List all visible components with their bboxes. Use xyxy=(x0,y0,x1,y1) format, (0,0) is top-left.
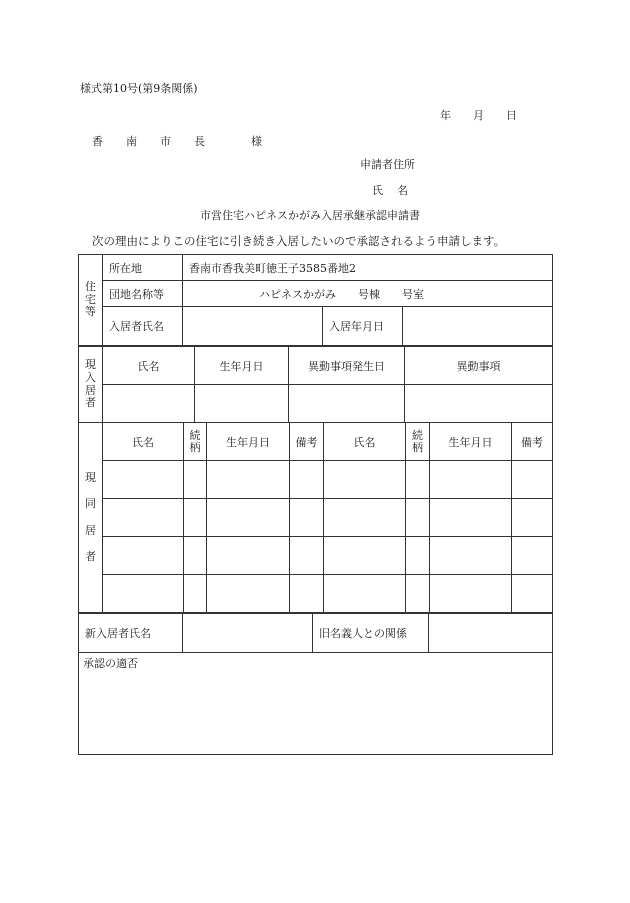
intro-text: 次の理由によりこの住宅に引き続き入居したいので承認されるよう申請します。 xyxy=(92,234,506,248)
current-resident-change-date-field[interactable] xyxy=(289,385,405,423)
date-line xyxy=(440,107,539,123)
location-label: 所在地 xyxy=(103,255,183,281)
approval-table xyxy=(78,652,553,755)
cohabitant-name-field[interactable] xyxy=(103,499,184,537)
relation-to-former-label: 旧名義人との関係 xyxy=(313,614,429,653)
cohabitants-table xyxy=(78,422,553,613)
table-row xyxy=(79,499,553,537)
cohabitant-relation-field[interactable] xyxy=(406,499,430,537)
cohabitant-remarks-field[interactable] xyxy=(290,499,324,537)
cohabitant-header-name: 氏名 xyxy=(324,423,406,461)
cohabitant-name-field[interactable] xyxy=(103,461,184,499)
cohabitant-birthdate-field[interactable] xyxy=(430,499,512,537)
housing-section-label: 住 宅 等 xyxy=(79,255,103,346)
current-resident-change-item-field[interactable] xyxy=(405,385,553,423)
current-resident-header-name: 氏名 xyxy=(103,347,195,385)
cohabitant-name-field[interactable] xyxy=(324,461,406,499)
cohabitant-header-remarks: 備考 xyxy=(290,423,324,461)
cohabitant-name-field[interactable] xyxy=(324,537,406,575)
cohabitant-relation-field[interactable] xyxy=(406,461,430,499)
applicant-address-label: 申請者住所 xyxy=(360,158,415,171)
new-resident-name-label: 新入居者氏名 xyxy=(79,614,183,653)
cohabitant-remarks-field[interactable] xyxy=(290,537,324,575)
cohabitant-remarks-field[interactable] xyxy=(512,537,553,575)
addressee xyxy=(92,133,268,149)
cohabitant-remarks-field[interactable] xyxy=(512,499,553,537)
new-resident-name-field[interactable] xyxy=(183,614,313,653)
cohabitant-header-birthdate: 生年月日 xyxy=(207,423,290,461)
resident-name-label: 入居者氏名 xyxy=(103,307,183,346)
cohabitant-name-field[interactable] xyxy=(324,575,406,613)
current-resident-header-birthdate: 生年月日 xyxy=(195,347,289,385)
current-resident-birthdate-field[interactable] xyxy=(195,385,289,423)
cohabitant-header-birthdate: 生年月日 xyxy=(430,423,512,461)
complex-label: 団地名称等 xyxy=(103,281,183,307)
cohabitant-name-field[interactable] xyxy=(103,575,184,613)
cohabitant-birthdate-field[interactable] xyxy=(430,461,512,499)
cohabitants-section-label: 現 同 居 者 xyxy=(79,423,103,613)
move-in-date-field[interactable] xyxy=(403,307,553,346)
cohabitant-header-relation: 続 柄 xyxy=(184,423,207,461)
cohabitant-relation-field[interactable] xyxy=(184,575,207,613)
current-resident-header-change-item: 異動事項 xyxy=(405,347,553,385)
cohabitant-birthdate-field[interactable] xyxy=(207,575,290,613)
table-row xyxy=(79,461,553,499)
cohabitant-relation-field[interactable] xyxy=(184,537,207,575)
cohabitant-birthdate-field[interactable] xyxy=(430,537,512,575)
cohabitant-remarks-field[interactable] xyxy=(512,575,553,613)
date-month-label: 月 xyxy=(473,109,484,122)
cohabitant-relation-field[interactable] xyxy=(184,461,207,499)
cohabitant-birthdate-field[interactable] xyxy=(430,575,512,613)
current-resident-table xyxy=(78,346,553,423)
form-number: 様式第10号(第9条関係) xyxy=(80,82,198,95)
cohabitant-relation-field[interactable] xyxy=(184,499,207,537)
cohabitant-birthdate-field[interactable] xyxy=(207,461,290,499)
cohabitant-relation-field[interactable] xyxy=(406,575,430,613)
approval-label: 承認の適否 xyxy=(83,657,138,670)
addressee-honorific: 様 xyxy=(251,135,268,148)
cohabitant-name-field[interactable] xyxy=(103,537,184,575)
applicant-name-label: 氏名 xyxy=(372,184,422,197)
approval-box[interactable] xyxy=(79,653,553,755)
date-day-label: 日 xyxy=(506,109,517,122)
current-resident-header-change-date: 異動事項発生日 xyxy=(289,347,405,385)
cohabitant-relation-field[interactable] xyxy=(406,537,430,575)
relation-to-former-field[interactable] xyxy=(429,614,553,653)
housing-table xyxy=(78,254,553,346)
current-resident-section-label: 現 入 居 者 xyxy=(79,347,103,423)
document-title: 市営住宅ハピネスかがみ入居承継承認申請書 xyxy=(200,209,420,222)
cohabitant-name-field[interactable] xyxy=(324,499,406,537)
cohabitant-header-relation: 続 柄 xyxy=(406,423,430,461)
resident-name-field[interactable] xyxy=(183,307,323,346)
current-resident-name-field[interactable] xyxy=(103,385,195,423)
cohabitant-remarks-field[interactable] xyxy=(512,461,553,499)
move-in-date-label: 入居年月日 xyxy=(323,307,403,346)
table-row xyxy=(79,537,553,575)
new-resident-table xyxy=(78,613,553,653)
location-value: 香南市香我美町徳王子3585番地2 xyxy=(183,255,553,281)
cohabitant-header-remarks: 備考 xyxy=(512,423,553,461)
complex-value: ハピネスかがみ 号棟 号室 xyxy=(183,281,553,307)
cohabitant-header-name: 氏名 xyxy=(103,423,184,461)
cohabitant-remarks-field[interactable] xyxy=(290,461,324,499)
date-year-label: 年 xyxy=(440,109,451,122)
cohabitant-remarks-field[interactable] xyxy=(290,575,324,613)
cohabitant-birthdate-field[interactable] xyxy=(207,499,290,537)
cohabitant-birthdate-field[interactable] xyxy=(207,537,290,575)
addressee-name: 香 南 市 長 xyxy=(92,135,211,148)
table-row xyxy=(79,575,553,613)
